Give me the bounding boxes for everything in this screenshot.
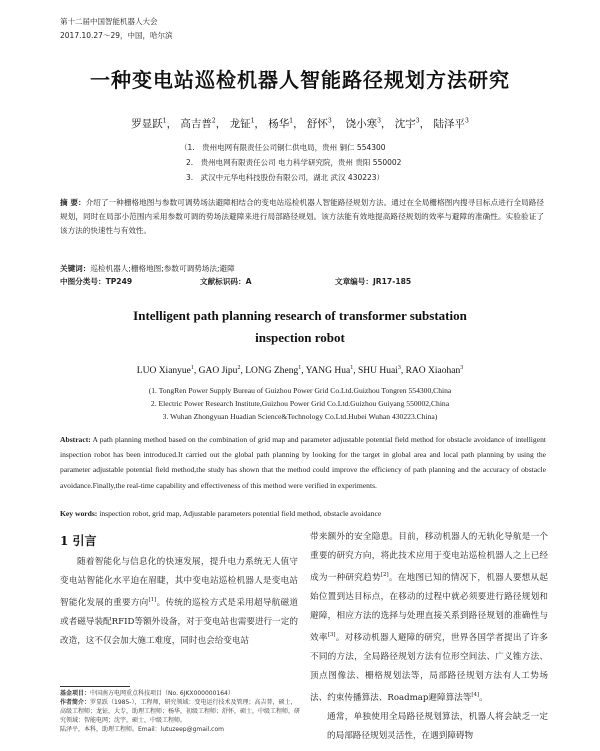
author-cn: 罗显跃 (131, 118, 163, 130)
author-cn-sup: 3 (327, 117, 332, 125)
keywords-en-text: inspection robot, grid map, Adjustable parameters potential field method, obstacle avoidance (99, 509, 382, 518)
citation-ref: [4] (471, 691, 480, 698)
citation-ref: [2] (380, 572, 389, 578)
keywords-en-label: Key words: (60, 509, 98, 518)
footnote-fund (60, 689, 300, 698)
abstract-en (60, 432, 546, 493)
footnote-fund-text: 中国南方电网重点科技项目（No. 6JKX000000164） (90, 690, 234, 697)
abstract-en-text: A path planning method based on the combination of grid map and parameter adjustable potential field method for obstacle avoidance of intelligent inspection robot has been introduced.It carried out the global path planning by looking for the target in global area and local path planning by using the parameter adjustable potential field method,the study has shown that the method could improve the efficiency of path planning and the accuracy of obstacle avoidance.Finally,the real-time capability and effectiveness of this method were verified in experiments. (60, 435, 546, 490)
author-en-sup: 3 (460, 365, 464, 371)
affiliation-cn-1: （1. 贵州电网有限责任公司铜仁供电局，贵州 铜仁 554300 (180, 143, 386, 152)
paper-title-cn: 一种变电站巡检机器人智能路径规划方法研究 (90, 68, 510, 92)
author-cn: 龙钲 (229, 118, 251, 130)
authors-en: LUO Xianyue$^1$, GAO Jipu$^2$, LONG Zheng$^1$, YANG Hua$^1$, SHU Huai$^3$, RAO Xiaohan$^3$ (136, 365, 464, 377)
author-cn: 杨华 (268, 118, 290, 130)
footnote-bio-text: 罗显跃（1985-），工程师，研究领域：变电运行技术及管理；高吉普，硕士，高级工程师；龙钲，大专，助理工程师；杨华，初级工程师；舒怀，硕士，中级工程师，研究领域：智能电网；沈宇，硕士，中级工程师。 (60, 699, 301, 724)
affiliation-cn-2: 2. 贵州电网有限责任公司 电力科学研究院，贵州 贵阳 550002 (186, 158, 402, 167)
conference-date-place: 2017.10.27～29，中国，哈尔滨 (60, 31, 173, 40)
author-cn-sup: 1 (250, 117, 255, 125)
affiliation-en-2: 2. Electric Power Research Institute,Guizhou Power Grid Co.Ltd.Guizhou Guiyang 550002,China (150, 399, 450, 408)
author-cn: 舒怀 (306, 118, 328, 130)
clc-number (60, 276, 132, 287)
author-en-sup: 2 (237, 365, 241, 371)
doc-code (200, 276, 251, 287)
affiliation-cn-3: 3. 武汉中元华电科技股份有限公司，湖北 武汉 430223） (186, 173, 385, 182)
body-column-right (310, 528, 548, 746)
footnote-bio-label: 作者简介： (60, 699, 91, 706)
author-cn: 高吉普 (180, 118, 212, 130)
body-para-right-end: 。 (479, 692, 488, 703)
abstract-en-label: Abstract: (60, 435, 91, 444)
footnote-contact: 陆泽平，本科，助理工程师。Email：lutuzeep@gmail.com (60, 726, 224, 733)
citation-ref: [1] (148, 597, 157, 603)
keywords-cn-text: 巡检机器人;栅格地图;参数可调势场法;避障 (90, 264, 235, 273)
abstract-cn-label: 摘 要： (60, 198, 86, 207)
author-en: YANG Hua (305, 366, 351, 377)
author-en: LONG Zheng (245, 366, 299, 377)
author-cn-sup: 3 (415, 117, 420, 125)
author-cn-sup: 2 (211, 117, 216, 125)
citation-ref: [3] (327, 631, 336, 638)
keywords-en (60, 509, 546, 518)
body-para-right-cont2: 。对移动机器人避障的研究，世界各国学者提出了许多不同的方法，全局路径规划方法有位形空间法、广义锥方法、顶点图像法、栅格规划法等，局部路径规划方法有人工势场法、约束传播算法、Roadmap避障算法等 (310, 632, 548, 703)
body-para-left-cont: 。传统的巡检方式是采用超导航磁道或者磁导装配RFID等额外设备，对于变电站也需要进行一定的改造，这不仅会加大施工难度，同时也会给变电站 (60, 597, 298, 646)
authors-cn: 罗显跃$^1$， 高吉普$^2$， 龙钲$^1$， 杨华$^1$， 舒怀$^3$， 饶小寒$^3$， 沈宇$^3$， 陆泽平$^3$ (131, 117, 469, 130)
author-cn: 陆泽平 (433, 118, 465, 130)
article-number (335, 276, 411, 287)
doc-label: 文献标识码： (200, 277, 246, 286)
abstract-cn (60, 196, 544, 238)
author-cn-sup: 3 (377, 117, 381, 125)
abstract-cn-text: 介绍了一种栅格地图与参数可调势场法避障相结合的变电站巡检机器人智能路径规划方法。通过在全局栅格图内搜寻目标点进行全局路径规划，同时在局部小范围内采用参数可调的势场法避障来进行局部路径规划。该方法能有效地提高路径规划的效率与避障的准确性。实验验证了该方法的快速性与有效性。 (60, 198, 544, 235)
doc-value: A (245, 277, 252, 286)
article-value: JR17-185 (372, 277, 412, 286)
author-en: SHU Huai (357, 366, 398, 377)
clc-value: TP249 (105, 277, 133, 286)
author-en-sup: 1 (350, 365, 354, 371)
author-cn-sup: 1 (162, 117, 167, 125)
body-para-right: 带来额外的安全隐患。目前，移动机器人的无轨化导航是一个重要的研究方向，将此技术应用于变电站巡检机器人之上已经成为一种研究趋势 (310, 532, 548, 583)
footnote-bio (60, 698, 300, 725)
paper-title-en-line1: Intelligent path planning research of transformer substation (133, 308, 467, 323)
affiliation-en-1: (1. TongRen Power Supply Bureau of Guizhou Power Grid Co.Ltd.Guizhou Tongren 554300,China (148, 386, 452, 395)
author-en-sup: 3 (397, 365, 401, 371)
author-cn: 饶小寒 (345, 118, 378, 130)
author-cn: 沈宇 (394, 118, 416, 130)
footnote (60, 689, 300, 734)
conference-name: 第十二届中国智能机器人大会 (60, 17, 158, 26)
author-en: LUO Xianyue (136, 366, 191, 377)
author-en: GAO Jipu (198, 366, 238, 377)
footnote-rule (60, 686, 130, 687)
article-label: 文章编号： (335, 277, 373, 286)
affiliation-en-3: 3. Wuhan Zhongyuan Huadian Science&Technology Co.Ltd.Hubei Wuhan 430223.China) (162, 412, 438, 421)
author-cn-sup: 1 (289, 117, 294, 125)
body-para-left: 随着智能化与信息化的快速发展，提升电力系统无人值守变电站智能化水平迫在眉睫，其中变电站巡检机器人是变电站智能化发展的重要方向 (60, 557, 298, 608)
body-column-left (60, 553, 298, 651)
footnote-fund-label: 基金项目： (60, 690, 91, 697)
keywords-cn-label: 关键词： (60, 264, 91, 273)
author-en-sup: 1 (190, 365, 194, 371)
clc-label: 中图分类号： (60, 277, 106, 286)
body-para-right-next: 通常，单独使用全局路径规划算法，机器人将会缺乏一定的局部路径规划灵活性，在遇到障碍物 (327, 711, 548, 741)
author-en-sup: 1 (298, 365, 302, 371)
author-cn-sup: 3 (464, 117, 469, 125)
author-en: RAO Xiaohan (405, 366, 461, 377)
paper-title-en-line2: inspection robot (255, 330, 345, 345)
section-heading: 1 引言 (60, 534, 97, 548)
body-para-right-cont: 。在地图已知的情况下，机器人要想从起始位置到达目标点，在移动的过程中就必须要进行路径规划和避障，相应方法的选择与处理直接关系到路径规划的准确性与效率 (310, 572, 548, 643)
keywords-cn (60, 262, 544, 276)
